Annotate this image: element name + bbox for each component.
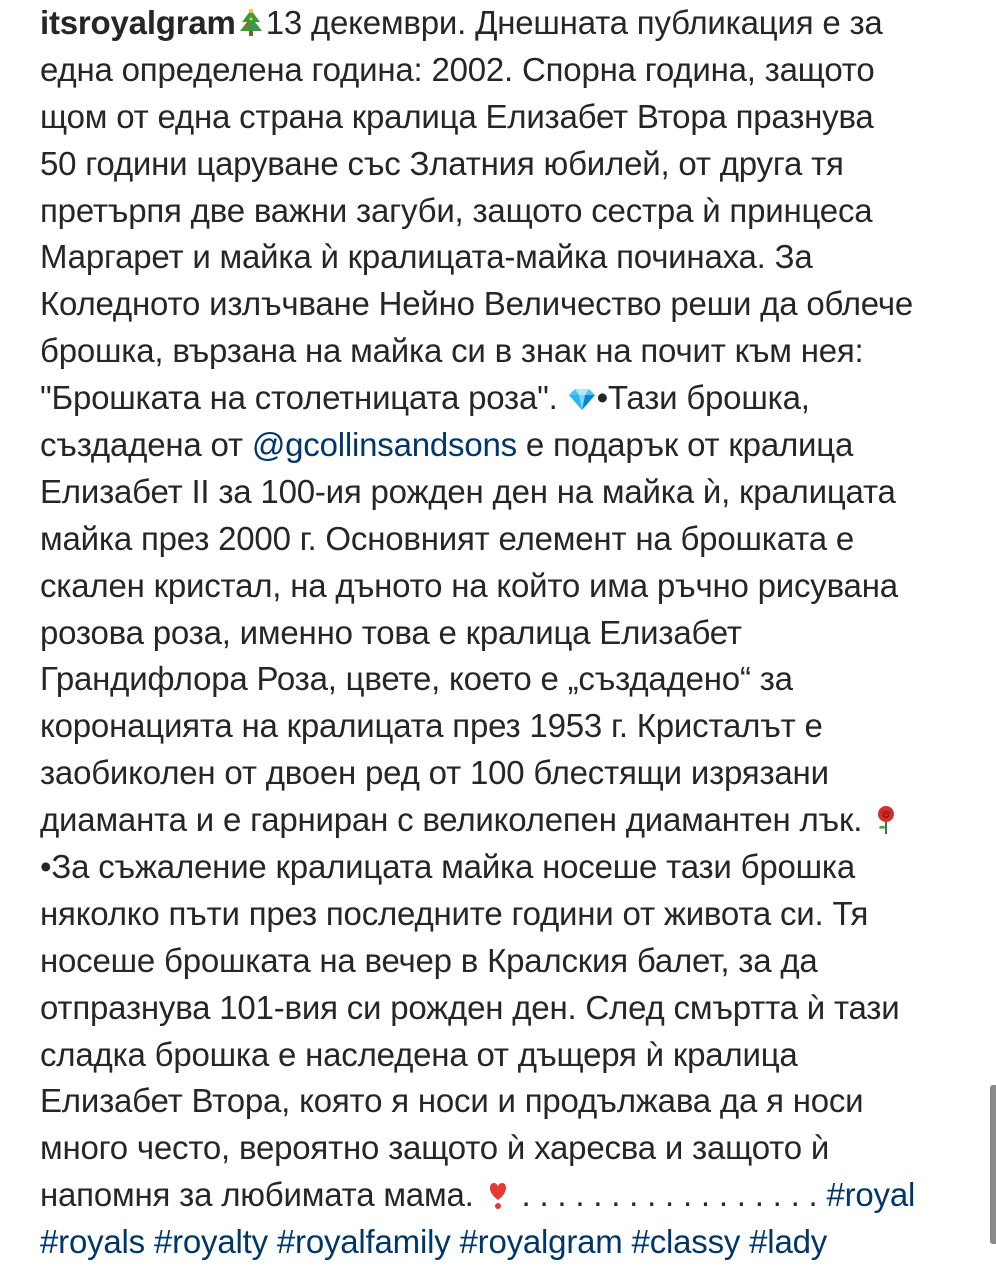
- caption-line: [40, 375, 980, 422]
- scrollbar[interactable]: [990, 1085, 996, 1244]
- hashtag-link[interactable]: #royal: [826, 1176, 916, 1214]
- caption-line: [40, 797, 980, 844]
- caption-line: заобиколен от двоен ред от 100 блестящи изрязани: [40, 754, 829, 792]
- caption-line: отпразнува 101-вия си рожден ден. След смъртта ѝ тази: [40, 988, 900, 1026]
- caption-line: [40, 0, 980, 47]
- caption-line: брошка, вързана на майка си в знак на почит към нея:: [40, 332, 864, 370]
- caption-line: 50 години царуване със Златния юбилей, от друга тя: [40, 144, 844, 182]
- caption-text: е подарък от кралица: [516, 426, 854, 464]
- caption-line: Грандифлора Роза, цвете, което е „създадено“ за: [40, 660, 793, 698]
- caption-text: •Тази брошка,: [596, 379, 810, 417]
- hashtag-link[interactable]: #lady: [749, 1223, 828, 1261]
- caption-line: [40, 422, 980, 469]
- caption-text: 13 декември. Днешната публикация е за: [265, 4, 883, 41]
- caption-line: сладка брошка е наследена от дъщеря ѝ кралица: [40, 1035, 798, 1073]
- caption-line: една определена година: 2002. Спорна година, защото: [40, 50, 875, 88]
- caption-line: Елизабет II за 100-ия рожден ден на майка ѝ, кралицата: [40, 472, 896, 510]
- caption-line: скален кристал, на дъното на който има ръчно рисувана: [40, 566, 898, 604]
- mention-link[interactable]: @gcollinsandsons: [251, 426, 517, 464]
- username-link[interactable]: itsroyalgram: [40, 4, 236, 41]
- caption-line: розова роза, именно това е кралица Елизабет: [40, 613, 742, 651]
- caption-line: много често, вероятно защото ѝ харесва и защото ѝ: [40, 1129, 830, 1167]
- hashtag-link[interactable]: #royalgram: [459, 1223, 623, 1261]
- hashtag-link[interactable]: #classy: [631, 1223, 741, 1261]
- christmas-tree-icon: [236, 8, 266, 38]
- caption-line: няколко пъти през последните години от живота си. Тя: [40, 894, 869, 932]
- gem-icon: [567, 383, 597, 413]
- caption-line: [40, 1219, 980, 1266]
- caption-text: напомня за любимата мама.: [40, 1176, 483, 1214]
- caption-line: Елизабет Втора, която я носи и продължава да я носи: [40, 1082, 864, 1120]
- caption-line: Коледното излъчване Нейно Величество реши да облече: [40, 285, 913, 323]
- caption-text: . . . . . . . . . . . . . . . . .: [512, 1176, 827, 1214]
- caption-line: щом от една страна кралица Елизабет Втора празнува: [40, 97, 874, 135]
- hashtag-link[interactable]: #royalty: [153, 1223, 268, 1261]
- caption-line: претърпя две важни загуби, защото сестра ѝ принцеса: [40, 191, 873, 229]
- caption-line: майка през 2000 г. Основният елемент на брошката е: [40, 519, 854, 557]
- caption-line: коронацията на кралицата през 1953 г. Кристалът е: [40, 707, 823, 745]
- hashtag-link[interactable]: #royalfamily: [276, 1223, 451, 1261]
- caption-line: [40, 1172, 980, 1219]
- caption-line: носеше брошката на вечер в Кралския балет, за да: [40, 941, 818, 979]
- hashtag-link[interactable]: #royals: [40, 1223, 145, 1261]
- caption-line: •За съжаление кралицата майка носеше тази брошка: [40, 848, 856, 886]
- caption-text: създадена от: [40, 426, 252, 464]
- caption-line: Маргарет и майка ѝ кралицата-майка починаха. За: [40, 238, 813, 276]
- rose-icon: [871, 805, 901, 835]
- caption-text: "Брошката на столетницата роза".: [40, 379, 567, 417]
- post-caption: [40, 0, 980, 1266]
- caption-text: диаманта и е гарниран с великолепен диамантен лък.: [40, 801, 872, 839]
- heart-exclamation-icon: [483, 1180, 513, 1210]
